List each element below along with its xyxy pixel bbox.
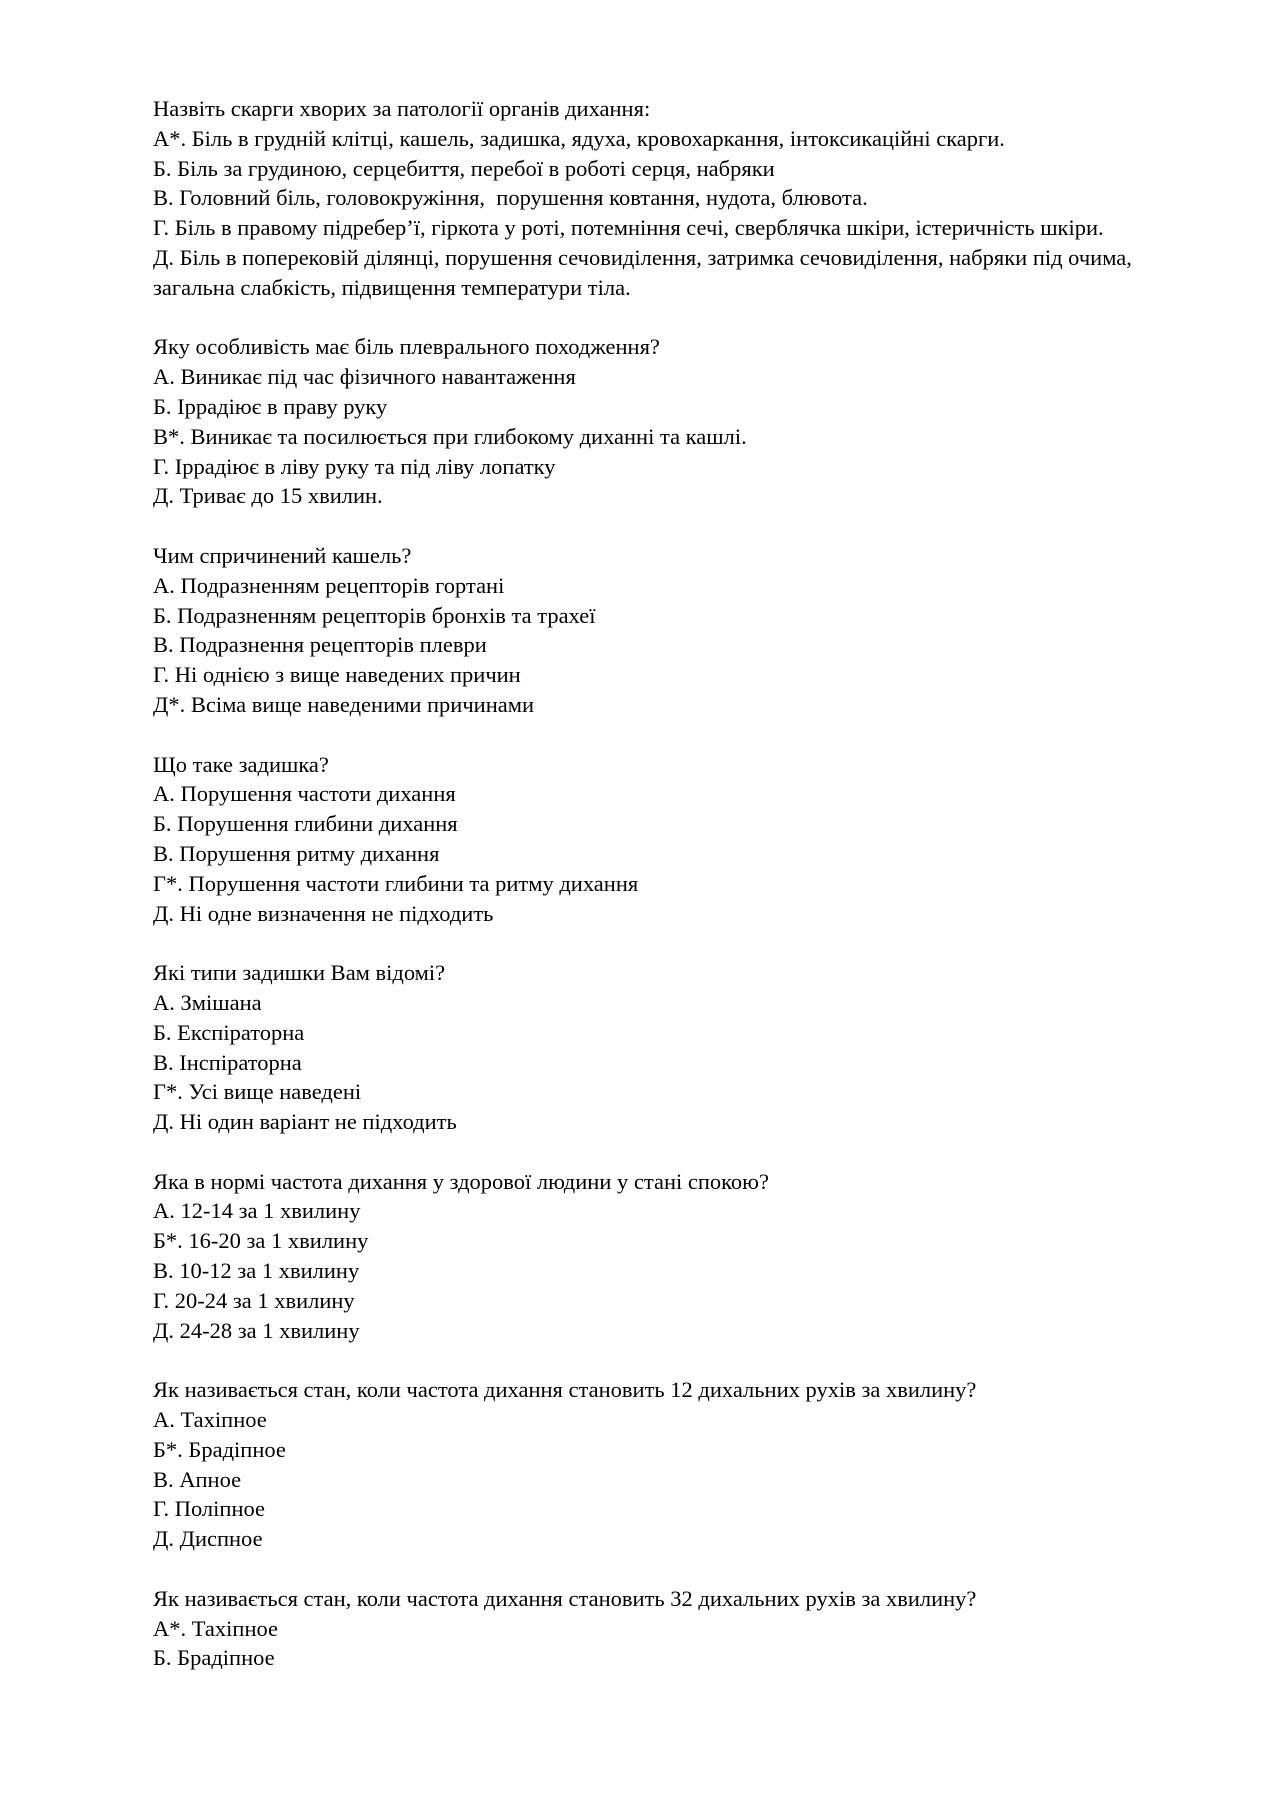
question-block	[153, 750, 1183, 929]
question-text: Які типи задишки Вам відомі?	[153, 960, 446, 986]
answer-option: Б*. 16-20 за 1 хвилину	[153, 1228, 369, 1254]
answer-option: В. Порушення ритму дихання	[153, 840, 440, 866]
answer-option: А. Порушення частоти дихання	[153, 781, 456, 807]
question-block	[153, 1375, 1183, 1554]
question-text: Яка в нормі частота дихання у здорової людини у стані спокою?	[153, 1168, 769, 1194]
question-text: Як називається стан, коли частота дихання становить 12 дихальних рухів за хвилину?	[153, 1377, 977, 1403]
answer-option: Г. Біль в правому підребер’ї, гіркота у роті, потемніння сечі, сверблячка шкіри, істеричність шкіри.	[153, 215, 1104, 241]
answer-option: Д. Триває до 15 хвилин.	[153, 483, 383, 509]
answer-option: Д*. Всіма вище наведеними причинами	[153, 691, 535, 717]
answer-option: Г. Поліпное	[153, 1496, 265, 1522]
question-block	[153, 958, 1183, 1137]
question-text: Що таке задишка?	[153, 751, 329, 777]
answer-option: Б. Брадіпное	[153, 1645, 275, 1671]
answer-option: А. Тахіпное	[153, 1407, 267, 1433]
answer-option: А. Змішана	[153, 989, 262, 1015]
answer-option: Б. Порушення глибини дихання	[153, 811, 458, 837]
question-text: Назвіть скарги хворих за патології органів дихання:	[153, 96, 651, 121]
answer-option: Б. Біль за грудиною, серцебиття, перебої в роботі серця, набряки	[153, 155, 775, 181]
question-text: Як називається стан, коли частота дихання становить 32 дихальних рухів за хвилину?	[153, 1585, 977, 1611]
answer-option: В*. Виникає та посилюється при глибокому диханні та кашлі.	[153, 423, 747, 449]
question-text: Яку особливість має біль плеврального походження?	[153, 334, 660, 360]
answer-option: А*. Тахіпное	[153, 1615, 279, 1641]
answer-option: В. Апное	[153, 1466, 242, 1492]
answer-option: В. Подразнення рецепторів плеври	[153, 632, 487, 658]
answer-option: Б. Подразненням рецепторів бронхів та трахеї	[153, 602, 596, 628]
answer-option: Б. Іррадіює в праву руку	[153, 393, 388, 419]
question-block	[153, 1584, 1183, 1673]
answer-option: Д. Ні одне визначення не підходить	[153, 900, 494, 926]
answer-option: Д. 24-28 за 1 хвилину	[153, 1317, 360, 1343]
question-text: Чим спричинений кашель?	[153, 542, 412, 568]
question-block	[153, 541, 1183, 720]
answer-option: В. Головний біль, головокружіння, порушення ковтання, нудота, блювота.	[153, 185, 868, 211]
question-block	[153, 332, 1183, 511]
answer-option: А. Подразненням рецепторів гортані	[153, 572, 505, 598]
question-block	[153, 1167, 1183, 1346]
answer-option: Г. Іррадіює в ліву руку та під ліву лопатку	[153, 453, 556, 479]
answer-option: В. Інспіраторна	[153, 1049, 302, 1075]
answer-option: Г. Ні однією з вище наведених причин	[153, 662, 521, 688]
answer-option: А. 12-14 за 1 хвилину	[153, 1198, 361, 1224]
answer-option: Г. 20-24 за 1 хвилину	[153, 1287, 355, 1313]
answer-option: Б*. Брадіпное	[153, 1436, 286, 1462]
answer-option: В. 10-12 за 1 хвилину	[153, 1258, 360, 1284]
answer-option: Д. Біль в поперековій ділянці, порушення сечовиділення, затримка сечовиділення, набряки під очима, загальна слабкість, підвищення температури тіла.	[153, 244, 1138, 300]
answer-option: А*. Біль в грудній клітці, кашель, задишка, ядуха, кровохаркання, інтоксикаційні скарги.	[153, 125, 1005, 151]
question-block	[153, 94, 1183, 303]
answer-option: А. Виникає під час фізичного навантаження	[153, 364, 576, 390]
answer-option: Г*. Усі вище наведені	[153, 1079, 362, 1105]
answer-option: Д. Ні один варіант не підходить	[153, 1109, 457, 1135]
answer-option: Г*. Порушення частоти глибини та ритму дихання	[153, 870, 639, 896]
answer-option: Б. Експіраторна	[153, 1019, 305, 1045]
document-body	[153, 94, 1183, 1703]
answer-option: Д. Диспное	[153, 1526, 263, 1552]
